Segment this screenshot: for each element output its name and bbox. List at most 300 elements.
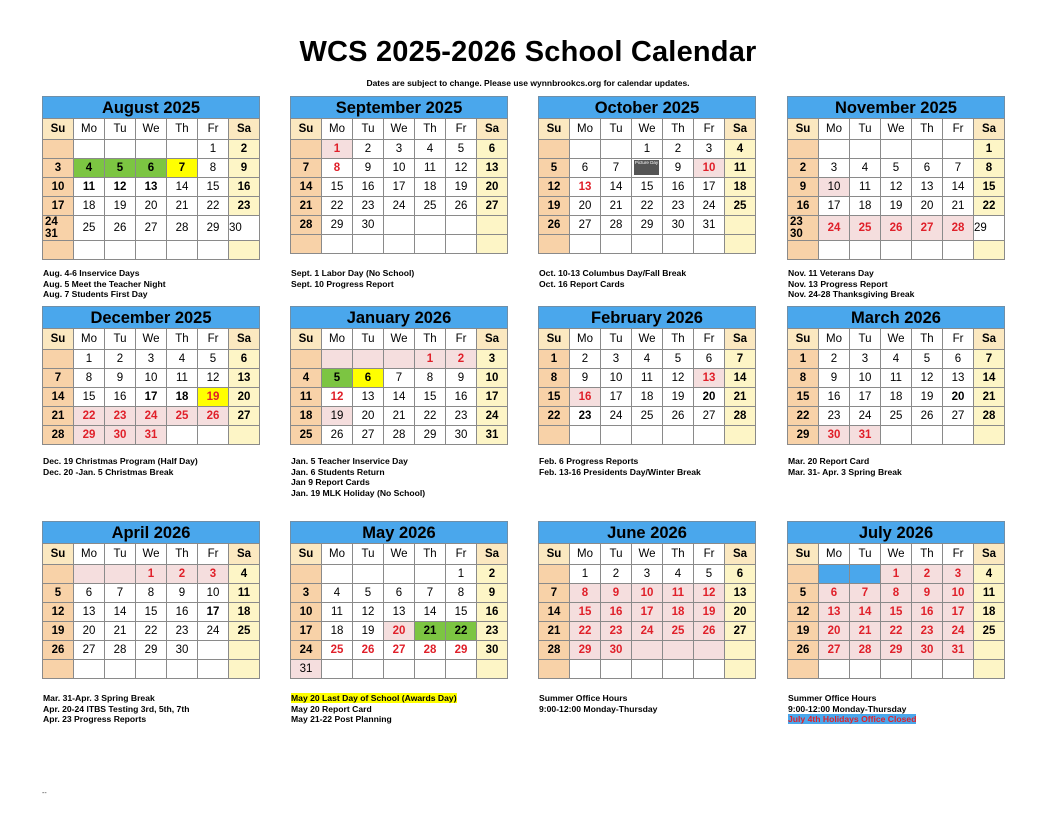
day-cell: 20 <box>694 388 725 407</box>
month-table <box>290 543 508 679</box>
day-cell: 3 <box>384 140 415 159</box>
empty-day-cell <box>167 140 198 159</box>
empty-day-cell <box>974 241 1005 260</box>
empty-day-cell <box>291 235 322 254</box>
month-title: February 2026 <box>538 306 756 328</box>
month-block <box>538 96 756 254</box>
day-cell: 21 <box>384 407 415 426</box>
day-cell: 23 <box>912 622 943 641</box>
day-cell: 9 <box>229 159 260 178</box>
week-row <box>539 641 756 660</box>
weekday-header: Tu <box>850 329 881 350</box>
week-row <box>291 140 508 159</box>
empty-day-cell <box>198 660 229 679</box>
day-cell: 15 <box>974 178 1005 197</box>
day-cell: 12 <box>43 603 74 622</box>
note-line: Nov. 11 Veterans Day <box>788 268 874 278</box>
empty-day-cell <box>663 641 694 660</box>
month-table <box>538 118 756 254</box>
month-title: August 2025 <box>42 96 260 118</box>
day-cell: 19 <box>446 178 477 197</box>
day-cell: 8 <box>446 584 477 603</box>
day-cell: 21 <box>105 622 136 641</box>
day-cell: 1 <box>136 565 167 584</box>
day-cell: 13 <box>136 178 167 197</box>
picture-day-stamp-icon: Picture Day <box>634 160 659 175</box>
empty-day-cell <box>539 140 570 159</box>
empty-day-cell <box>415 565 446 584</box>
day-cell: 21 <box>725 388 756 407</box>
empty-day-cell <box>881 140 912 159</box>
day-cell: 6 <box>570 159 601 178</box>
weekday-header: Tu <box>353 329 384 350</box>
empty-day-cell <box>912 241 943 260</box>
weekday-header: Sa <box>725 329 756 350</box>
empty-day-cell <box>974 660 1005 679</box>
empty-day-cell <box>539 426 570 445</box>
week-row <box>788 603 1005 622</box>
empty-day-cell <box>291 140 322 159</box>
week-row <box>43 159 260 178</box>
day-cell: 6 <box>694 350 725 369</box>
month-notes <box>539 268 779 289</box>
day-cell: 8 <box>136 584 167 603</box>
empty-day-cell <box>788 140 819 159</box>
day-cell: 15 <box>74 388 105 407</box>
day-cell: 15 <box>788 388 819 407</box>
note-line: Jan 9 Report Cards <box>291 477 370 487</box>
day-cell: 16 <box>570 388 601 407</box>
month-block <box>42 96 260 260</box>
note-line: Sept. 10 Progress Report <box>291 278 394 289</box>
empty-day-cell <box>229 641 260 660</box>
month-block <box>538 521 756 679</box>
day-cell: 18 <box>291 407 322 426</box>
empty-day-cell <box>850 140 881 159</box>
weekday-header: Th <box>167 329 198 350</box>
day-cell: 19 <box>694 603 725 622</box>
weekday-header: We <box>136 329 167 350</box>
day-cell: 3 <box>943 565 974 584</box>
day-cell: 2 <box>353 140 384 159</box>
week-row <box>539 584 756 603</box>
weekday-header: Su <box>788 544 819 565</box>
note-line: Nov. 13 Progress Report <box>788 278 888 289</box>
month-block <box>290 96 508 254</box>
day-cell: 22 <box>788 407 819 426</box>
month-table <box>42 543 260 679</box>
day-cell: 17 <box>384 178 415 197</box>
empty-day-cell <box>105 241 136 260</box>
empty-day-cell <box>322 350 353 369</box>
empty-day-cell <box>322 660 353 679</box>
weekday-header: Mo <box>570 119 601 140</box>
week-row <box>291 565 508 584</box>
day-cell: 8 <box>415 369 446 388</box>
day-cell: 16 <box>788 197 819 216</box>
week-row <box>788 241 1005 260</box>
day-cell: 26 <box>322 426 353 445</box>
weekday-header: Su <box>43 119 74 140</box>
weekday-header: Fr <box>943 329 974 350</box>
note-line: Nov. 24-28 Thanksgiving Break <box>788 289 915 299</box>
day-cell: 17 <box>850 388 881 407</box>
day-cell: 3 <box>632 565 663 584</box>
day-cell: 8 <box>539 369 570 388</box>
week-row <box>539 216 756 235</box>
day-cell: 29 <box>788 426 819 445</box>
day-cell: 9 <box>663 159 694 178</box>
day-cell: 28 <box>415 641 446 660</box>
day-cell: 30 <box>477 641 508 660</box>
empty-day-cell <box>788 241 819 260</box>
empty-day-cell <box>725 660 756 679</box>
day-cell: 17 <box>291 622 322 641</box>
day-cell: 26 <box>353 641 384 660</box>
day-cell: 20 <box>353 407 384 426</box>
empty-day-cell <box>601 235 632 254</box>
day-cell: 30 <box>229 216 260 241</box>
day-cell: 17 <box>943 603 974 622</box>
day-cell: 9 <box>601 584 632 603</box>
day-cell: 14 <box>43 388 74 407</box>
day-cell: 3 <box>601 350 632 369</box>
day-cell: 25 <box>415 197 446 216</box>
day-cell: 4 <box>850 159 881 178</box>
month-title: June 2026 <box>538 521 756 543</box>
week-row <box>43 140 260 159</box>
day-cell: 7 <box>291 159 322 178</box>
month-title: September 2025 <box>290 96 508 118</box>
day-cell: 30 <box>663 216 694 235</box>
day-cell: 21 <box>850 622 881 641</box>
day-cell: 13 <box>725 584 756 603</box>
day-cell: 21 <box>943 197 974 216</box>
weekday-header: We <box>881 119 912 140</box>
week-row <box>539 197 756 216</box>
day-cell: 25 <box>850 216 881 241</box>
day-cell: 1 <box>881 565 912 584</box>
empty-day-cell <box>663 235 694 254</box>
day-cell: 15 <box>198 178 229 197</box>
day-cell: 25 <box>881 407 912 426</box>
empty-day-cell <box>74 565 105 584</box>
empty-day-cell <box>384 350 415 369</box>
day-cell: 21 <box>291 197 322 216</box>
day-cell: 2 <box>819 350 850 369</box>
week-row <box>43 660 260 679</box>
day-cell: 11 <box>74 178 105 197</box>
day-cell: 9 <box>353 159 384 178</box>
empty-day-cell <box>632 660 663 679</box>
day-cell: 11 <box>725 159 756 178</box>
day-cell: 8 <box>198 159 229 178</box>
day-cell: 3 <box>291 584 322 603</box>
week-row <box>43 565 260 584</box>
empty-day-cell <box>229 241 260 260</box>
weekday-header: Tu <box>105 119 136 140</box>
day-cell: 24 <box>136 407 167 426</box>
day-cell: 20 <box>819 622 850 641</box>
day-cell: 1 <box>788 350 819 369</box>
day-cell: 3 <box>43 159 74 178</box>
day-cell: 25 <box>632 407 663 426</box>
week-row <box>43 350 260 369</box>
day-cell: 6 <box>136 159 167 178</box>
day-cell: 6 <box>943 350 974 369</box>
empty-day-cell <box>167 660 198 679</box>
note-line: Jan. 6 Students Return <box>291 466 385 477</box>
day-cell: 27 <box>570 216 601 235</box>
day-cell: 13 <box>694 369 725 388</box>
day-cell: 19 <box>788 622 819 641</box>
day-cell: 4 <box>167 350 198 369</box>
day-cell: 4 <box>415 140 446 159</box>
note-line: Jan. 5 Teacher Inservice Day <box>291 456 408 466</box>
weekday-header: We <box>632 119 663 140</box>
day-cell: 7 <box>167 159 198 178</box>
day-cell: 5 <box>105 159 136 178</box>
day-cell: 4 <box>881 350 912 369</box>
weekday-header: Sa <box>229 119 260 140</box>
day-cell: 7 <box>415 584 446 603</box>
day-cell: 6 <box>725 565 756 584</box>
day-cell: 24 <box>198 622 229 641</box>
weekday-header: Fr <box>198 329 229 350</box>
weekday-header: Fr <box>446 119 477 140</box>
weekday-header: We <box>384 119 415 140</box>
empty-day-cell <box>477 235 508 254</box>
weekday-header: Th <box>912 544 943 565</box>
day-cell: 29 <box>881 641 912 660</box>
month-block <box>787 96 1005 260</box>
empty-day-cell <box>74 140 105 159</box>
day-cell: 2 <box>105 350 136 369</box>
week-row <box>43 426 260 445</box>
day-cell: 22 <box>632 197 663 216</box>
day-cell: 26 <box>539 216 570 235</box>
day-cell: 16 <box>446 388 477 407</box>
day-cell: 24 <box>694 197 725 216</box>
day-cell: 16 <box>663 178 694 197</box>
week-row <box>788 565 1005 584</box>
month-block <box>787 521 1005 679</box>
day-cell: 5 <box>788 584 819 603</box>
weekday-header: Mo <box>819 544 850 565</box>
week-row <box>43 241 260 260</box>
day-cell: 22 <box>136 622 167 641</box>
day-cell: 30 <box>601 641 632 660</box>
weekday-header: Mo <box>819 329 850 350</box>
day-cell: 11 <box>663 584 694 603</box>
empty-day-cell <box>539 235 570 254</box>
day-cell: 4 <box>974 565 1005 584</box>
empty-day-cell <box>694 235 725 254</box>
day-cell: 12 <box>353 603 384 622</box>
month-block <box>42 521 260 679</box>
day-cell: 19 <box>322 407 353 426</box>
empty-day-cell <box>198 641 229 660</box>
day-cell: 11 <box>167 369 198 388</box>
day-cell: 29 <box>415 426 446 445</box>
day-cell: 7 <box>539 584 570 603</box>
day-cell: 19 <box>881 197 912 216</box>
day-cell: 13 <box>384 603 415 622</box>
day-cell: 10 <box>632 584 663 603</box>
day-cell: 25 <box>229 622 260 641</box>
empty-day-cell <box>601 660 632 679</box>
day-cell: 10 <box>477 369 508 388</box>
day-cell: 31 <box>694 216 725 235</box>
weekday-header: Fr <box>198 119 229 140</box>
empty-day-cell <box>477 660 508 679</box>
day-cell: 2 <box>788 159 819 178</box>
day-cell: 11 <box>229 584 260 603</box>
month-title: May 2026 <box>290 521 508 543</box>
day-cell: 27 <box>74 641 105 660</box>
weekday-header: Su <box>539 329 570 350</box>
empty-day-cell <box>570 235 601 254</box>
day-cell: 9 <box>788 178 819 197</box>
day-cell: 1 <box>539 350 570 369</box>
weekday-header: Sa <box>477 329 508 350</box>
day-cell: 13 <box>229 369 260 388</box>
month-table <box>538 328 756 445</box>
day-cell: 10 <box>384 159 415 178</box>
empty-day-cell <box>725 216 756 235</box>
week-row <box>291 622 508 641</box>
day-cell: 26 <box>694 622 725 641</box>
note-line: 9:00-12:00 Monday-Thursday <box>539 703 658 714</box>
day-cell: 9 <box>477 584 508 603</box>
day-cell: 31 <box>136 426 167 445</box>
day-cell: 14 <box>167 178 198 197</box>
day-cell: 17 <box>477 388 508 407</box>
month-notes <box>291 693 531 725</box>
day-cell: 5 <box>881 159 912 178</box>
month-title: July 2026 <box>787 521 1005 543</box>
empty-day-cell <box>446 216 477 235</box>
day-cell: 9 <box>105 369 136 388</box>
day-cell: 2 <box>477 565 508 584</box>
weekday-header: Th <box>415 119 446 140</box>
day-cell: 21 <box>415 622 446 641</box>
note-line: Dec. 20 -Jan. 5 Christmas Break <box>43 466 174 477</box>
week-row <box>43 369 260 388</box>
weekday-header: Su <box>788 119 819 140</box>
weekday-header: Th <box>167 119 198 140</box>
day-cell: 4 <box>725 140 756 159</box>
month-notes <box>43 456 283 477</box>
day-cell: 24 <box>632 622 663 641</box>
note-line: Oct. 16 Report Cards <box>539 278 625 289</box>
empty-day-cell <box>291 565 322 584</box>
day-cell: 1 <box>974 140 1005 159</box>
week-row <box>291 178 508 197</box>
weekday-header: Tu <box>353 544 384 565</box>
day-cell: 20 <box>229 388 260 407</box>
week-row <box>43 197 260 216</box>
day-cell: 5 <box>353 584 384 603</box>
weekday-header: We <box>632 329 663 350</box>
empty-day-cell <box>43 660 74 679</box>
empty-day-cell <box>43 350 74 369</box>
empty-day-cell <box>725 426 756 445</box>
week-row <box>539 388 756 407</box>
day-cell: 14 <box>291 178 322 197</box>
day-cell: 2 <box>912 565 943 584</box>
week-row <box>539 350 756 369</box>
empty-day-cell <box>477 216 508 235</box>
day-cell: 23 30 <box>788 216 819 241</box>
week-row <box>43 178 260 197</box>
day-cell: 27 <box>477 197 508 216</box>
empty-day-cell <box>788 660 819 679</box>
day-cell: 1 <box>446 565 477 584</box>
day-cell: 16 <box>229 178 260 197</box>
day-cell: 13 <box>570 178 601 197</box>
month-notes <box>43 268 283 300</box>
day-cell: 24 <box>943 622 974 641</box>
empty-day-cell <box>229 426 260 445</box>
month-block <box>787 306 1005 445</box>
month-table <box>290 328 508 445</box>
note-line: Aug. 4-6 Inservice Days <box>43 268 140 278</box>
empty-day-cell <box>446 660 477 679</box>
month-title: April 2026 <box>42 521 260 543</box>
day-cell: 23 <box>477 622 508 641</box>
day-cell: 3 <box>694 140 725 159</box>
weekday-header: Tu <box>850 544 881 565</box>
empty-day-cell <box>353 660 384 679</box>
day-cell: 20 <box>943 388 974 407</box>
month-table <box>538 543 756 679</box>
day-cell: 7 <box>943 159 974 178</box>
empty-day-cell <box>43 140 74 159</box>
day-cell: 2 <box>663 140 694 159</box>
note-line: Jan. 19 MLK Holiday (No School) <box>291 487 426 498</box>
day-cell: 17 <box>43 197 74 216</box>
note-line: Summer Office Hours <box>539 693 628 703</box>
weekday-header: Sa <box>477 119 508 140</box>
weekday-header: Su <box>788 329 819 350</box>
month-block <box>42 306 260 445</box>
empty-day-cell <box>850 565 881 584</box>
week-row <box>43 603 260 622</box>
empty-day-cell <box>353 350 384 369</box>
day-cell: 21 <box>167 197 198 216</box>
day-cell: 6 <box>477 140 508 159</box>
empty-day-cell <box>943 241 974 260</box>
week-row <box>788 350 1005 369</box>
day-cell: 15 <box>136 603 167 622</box>
day-cell: 18 <box>974 603 1005 622</box>
day-cell: 17 <box>694 178 725 197</box>
day-cell: 28 <box>943 216 974 241</box>
month-title: December 2025 <box>42 306 260 328</box>
day-cell: 31 <box>943 641 974 660</box>
day-cell: 24 <box>819 216 850 241</box>
day-cell <box>632 159 663 178</box>
month-table <box>787 328 1005 445</box>
day-cell: 1 <box>570 565 601 584</box>
day-cell: 6 <box>229 350 260 369</box>
weekday-header: Mo <box>322 119 353 140</box>
day-cell: 22 <box>322 197 353 216</box>
note-line: Oct. 10-13 Columbus Day/Fall Break <box>539 268 687 278</box>
empty-day-cell <box>663 426 694 445</box>
day-cell: 22 <box>198 197 229 216</box>
